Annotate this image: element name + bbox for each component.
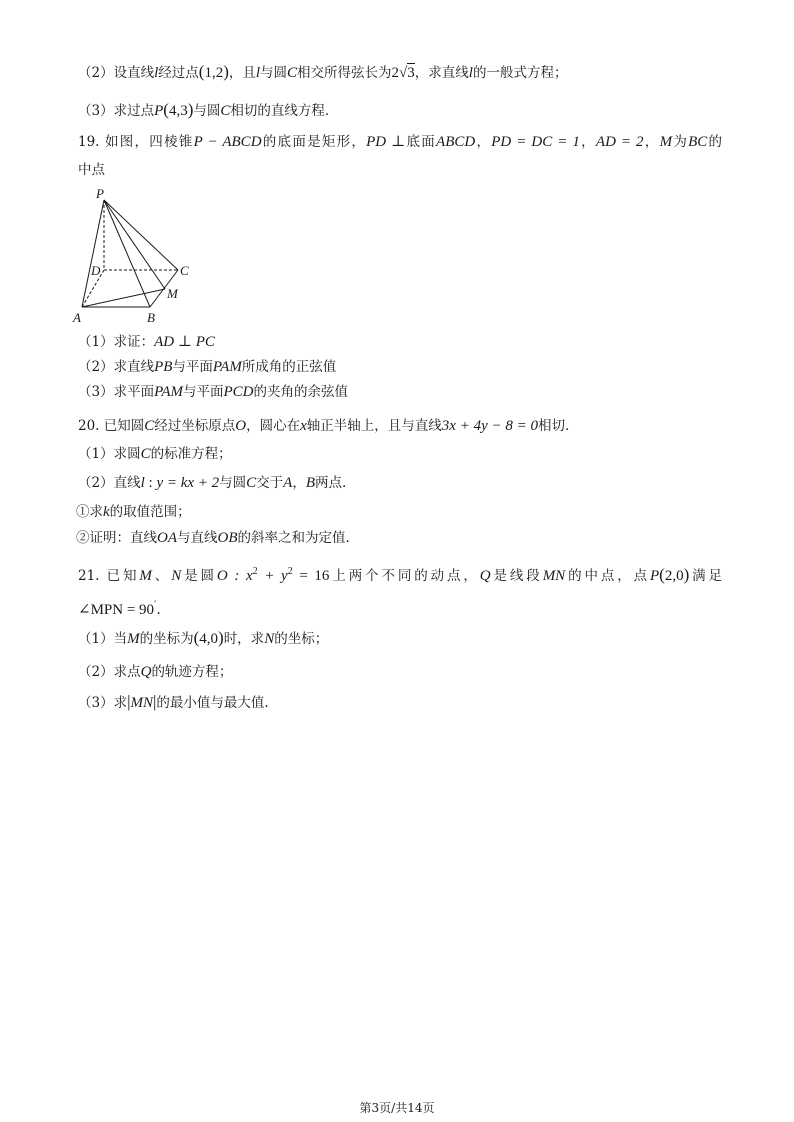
q20-part2: （2）直线l : y = kx + 2与圆C交于A，B两点.: [78, 475, 347, 491]
edge-PA: [82, 200, 104, 307]
q21-stem-cont: ∠MPN = 90′.: [78, 600, 161, 618]
edge-PC: [104, 200, 178, 270]
q19-stem: 19. 如图，四棱锥P − ABCD的底面是矩形，PD ⊥底面ABCD，PD = DC = 1，AD = 2，M为BC的: [78, 134, 723, 150]
q19-part1: （1）求证：AD ⊥ PC: [78, 334, 215, 350]
q21-part2: （2）求点Q的轨迹方程；: [78, 664, 233, 680]
label-P: P: [96, 186, 104, 201]
q19-part2: （2）求直线PB与平面PAM所成角的正弦值: [78, 359, 337, 375]
q21-part1: （1）当M的坐标为(4,0)时，求N的坐标；: [78, 628, 329, 647]
q20-stem: 20. 已知圆C经过坐标原点O，圆心在x轴正半轴上，且与直线3x + 4y − 8 = 0相切.: [78, 418, 570, 434]
page-footer: 第3页/共14页: [359, 1101, 435, 1115]
q21-part3: （3）求|MN|的最小值与最大值.: [78, 692, 269, 711]
q20-sub2: ②证明：直线OA与直线OB的斜率之和为定值.: [76, 530, 350, 546]
edge-PM: [104, 200, 165, 289]
label-D: D: [91, 263, 101, 278]
q20-sub1: ①求k的取值范围；: [76, 504, 191, 520]
edge-PB: [104, 200, 150, 307]
label-M: M: [167, 286, 178, 301]
q19-stem-cont: 中点: [78, 162, 105, 178]
q19-part3: （3）求平面PAM与平面PCD的夹角的余弦值: [78, 384, 348, 400]
q18-part3: （3）求过点P(4,3)与圆C相切的直线方程.: [78, 100, 330, 119]
label-C: C: [180, 263, 189, 278]
pyramid-figure: [70, 185, 200, 325]
sqrt-expression: 2√3: [391, 65, 415, 81]
label-A: A: [73, 310, 81, 325]
q20-part1: （1）求圆C的标准方程；: [78, 446, 232, 462]
label-B: B: [147, 310, 155, 325]
q21-stem: 21. 已知M、N是圆O : $x^2 + y^2 = 16$上两个不同的动点，Q是线段MN的中点，点P(2,0)满足: [78, 565, 723, 584]
q18-part2: （2）设直线l经过点(1,2)，且l与圆C相交所得弦长为2√3，求直线l的一般式方程；: [78, 62, 568, 81]
